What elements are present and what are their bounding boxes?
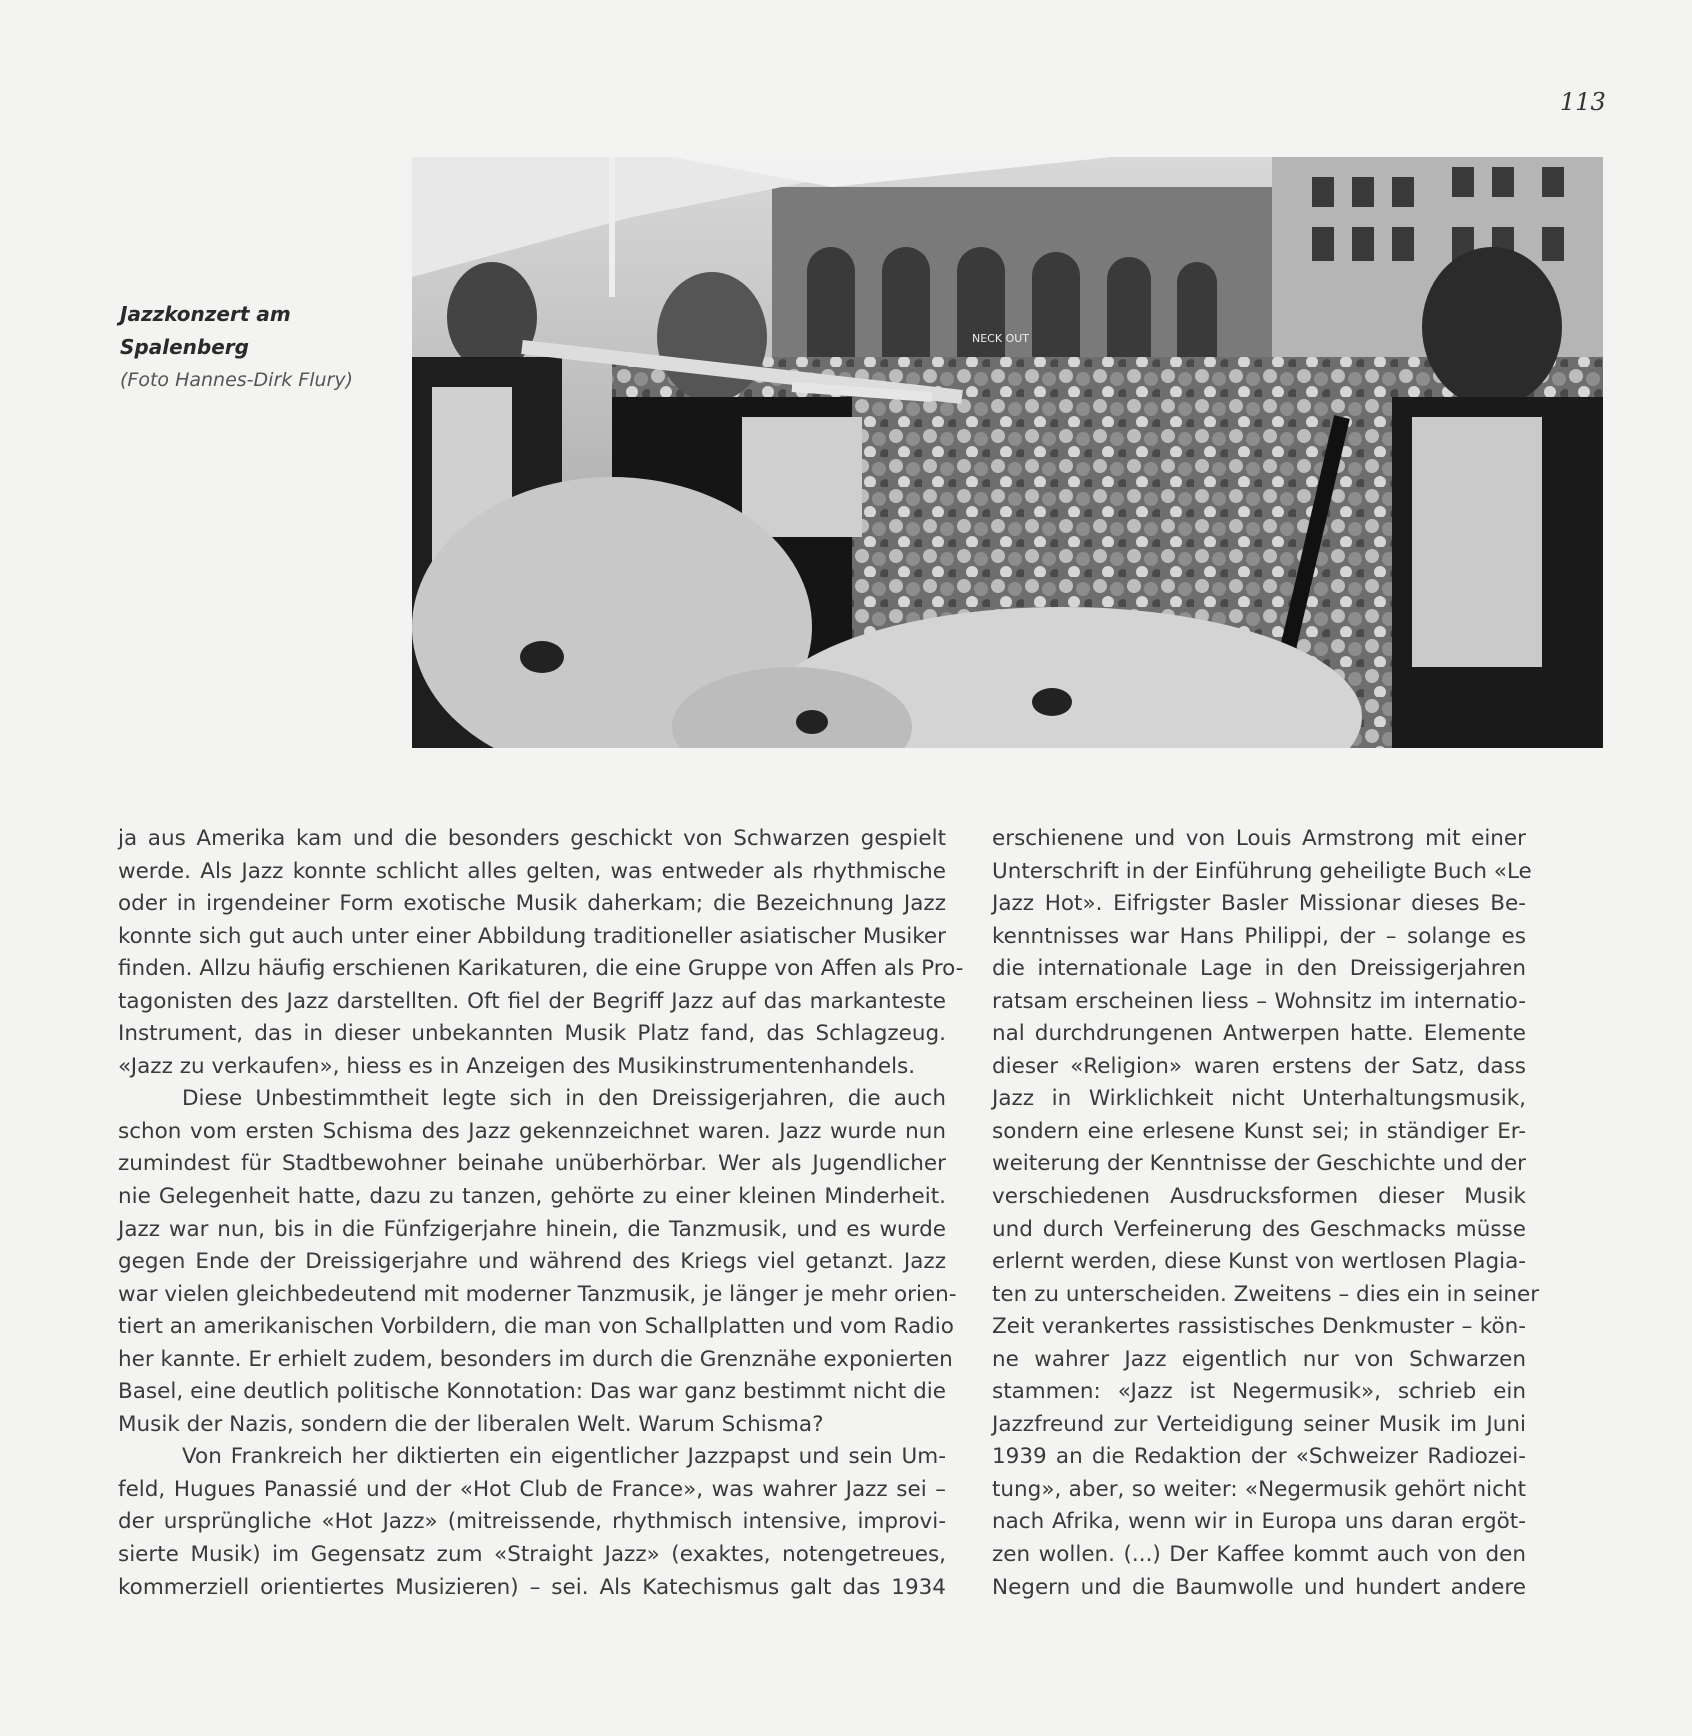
caption-title: Jazzkonzert am Spalenberg [120, 302, 291, 359]
text-line: Von Frankreich her diktierten ein eigentlicher Jazzpapst und sein Um- [182, 1444, 946, 1470]
text-line: Zeit verankertes rassistisches Denkmuster – kön- [992, 1314, 1526, 1340]
jazz-concert-photo [412, 157, 1603, 748]
text-line: ratsam erscheinen liess – Wohnsitz im internatio- [992, 988, 1526, 1014]
caption-credit: (Foto Hannes-Dirk Flury) [120, 369, 354, 391]
text-line: kenntnisses war Hans Philippi, der – solange es [992, 923, 1526, 949]
text-line: Jazzfreund zur Verteidigung seiner Musik im Juni [992, 1411, 1526, 1437]
text-line: tiert an amerikanischen Vorbildern, die man von Schallplatten und vom Radio [118, 1314, 954, 1340]
photo-caption [120, 298, 420, 396]
text-line: Unterschrift in der Einführung geheiligte Buch «Le [992, 858, 1532, 884]
text-line: «Jazz zu verkaufen», hiess es in Anzeigen des Musikinstrumentenhandels. [118, 1053, 916, 1079]
text-line: oder in irgendeiner Form exotische Musik daherkam; die Bezeichnung Jazz [118, 891, 946, 917]
text-line: Jazz Hot». Eifrigster Basler Missionar dieses Be- [992, 891, 1526, 917]
text-line: nie Gelegenheit hatte, dazu zu tanzen, gehörte zu einer kleinen Minderheit. [118, 1184, 946, 1210]
text-line: dieser «Religion» waren erstens der Satz, dass [992, 1053, 1526, 1079]
text-line: weiterung der Kenntnisse der Geschichte und der [992, 1151, 1527, 1177]
text-line: erlernt werden, diese Kunst von wertlosen Plagia- [992, 1249, 1527, 1275]
text-line: schon vom ersten Schisma des Jazz gekennzeichnet waren. Jazz wurde nun [118, 1118, 946, 1144]
text-line: Musik der Nazis, sondern die der liberalen Welt. Warum Schisma? [118, 1411, 824, 1437]
text-line: zumindest für Stadtbewohner beinahe unüberhörbar. Wer als Jugendlicher [118, 1151, 946, 1177]
text-line: die internationale Lage in den Dreissigerjahren [992, 956, 1526, 982]
text-line: sondern eine erlesene Kunst sei; in ständiger Er- [992, 1118, 1526, 1144]
text-line: Jazz in Wirklichkeit nicht Unterhaltungsmusik, [992, 1086, 1526, 1112]
text-line: feld, Hugues Panassié und der «Hot Club de France», was wahrer Jazz sei – [118, 1476, 946, 1502]
text-line: der ursprüngliche «Hot Jazz» (mitreissende, rhythmisch intensive, improvi- [118, 1509, 946, 1535]
page-number: 113 [1560, 88, 1606, 116]
text-line: gegen Ende der Dreissigerjahre und während des Kriegs viel getanzt. Jazz [118, 1249, 946, 1275]
text-line: Basel, eine deutlich politische Konnotation: Das war ganz bestimmt nicht die [118, 1379, 946, 1405]
text-line: werde. Als Jazz konnte schlicht alles gelten, was entweder als rhythmische [118, 858, 946, 884]
text-line: Jazz war nun, bis in die Fünfzigerjahre hinein, die Tanzmusik, und es wurde [118, 1216, 946, 1242]
text-line: stammen: «Jazz ist Negermusik», schrieb ein [992, 1379, 1526, 1405]
text-line: konnte sich gut auch unter einer Abbildung traditioneller asiatischer Musiker [118, 923, 946, 949]
text-line: zen wollen. (...) Der Kaffee kommt auch von den [992, 1542, 1526, 1568]
text-line: nach Afrika, wenn wir in Europa uns daran ergöt- [992, 1509, 1526, 1535]
right-column [992, 823, 1540, 1604]
shop-sign: NECK OUT [972, 332, 1029, 345]
text-line: tagonisten des Jazz darstellten. Oft fiel der Begriff Jazz auf das markanteste [118, 988, 946, 1014]
text-line: kommerziell orientiertes Musizieren) – sei. Als Katechismus galt das 1934 [118, 1574, 946, 1600]
text-line: ja aus Amerika kam und die besonders geschickt von Schwarzen gespielt [118, 826, 946, 851]
left-column [118, 823, 964, 1604]
text-line: verschiedenen Ausdrucksformen dieser Musik [992, 1184, 1526, 1210]
text-line: Diese Unbestimmtheit legte sich in den Dreissigerjahren, die auch [182, 1086, 946, 1112]
text-line: Instrument, das in dieser unbekannten Musik Platz fand, das Schlagzeug. [118, 1021, 946, 1047]
text-line: ten zu unterscheiden. Zweitens – dies ein in seiner [992, 1281, 1540, 1307]
text-line: finden. Allzu häufig erschienen Karikaturen, die eine Gruppe von Affen als Pro- [118, 956, 964, 982]
text-line: ne wahrer Jazz eigentlich nur von Schwarzen [992, 1346, 1526, 1372]
text-line: 1939 an die Redaktion der «Schweizer Radiozei- [992, 1444, 1526, 1470]
text-line: sierte Musik) im Gegensatz zum «Straight Jazz» (exaktes, notengetreues, [118, 1542, 946, 1568]
text-line: tung», aber, so weiter: «Negermusik gehört nicht [992, 1476, 1526, 1502]
text-line: Negern und die Baumwolle und hundert andere [992, 1574, 1526, 1600]
text-line: war vielen gleichbedeutend mit moderner Tanzmusik, je länger je mehr orien- [118, 1281, 957, 1307]
text-line: und durch Verfeinerung des Geschmacks müsse [992, 1216, 1526, 1242]
text-line: her kannte. Er erhielt zudem, besonders im durch die Grenznähe exponierten [118, 1346, 953, 1372]
photo-illustration [412, 157, 1603, 748]
text-line: nal durchdrungenen Antwerpen hatte. Elemente [992, 1021, 1526, 1047]
text-line: erschienene und von Louis Armstrong mit einer [992, 826, 1526, 851]
